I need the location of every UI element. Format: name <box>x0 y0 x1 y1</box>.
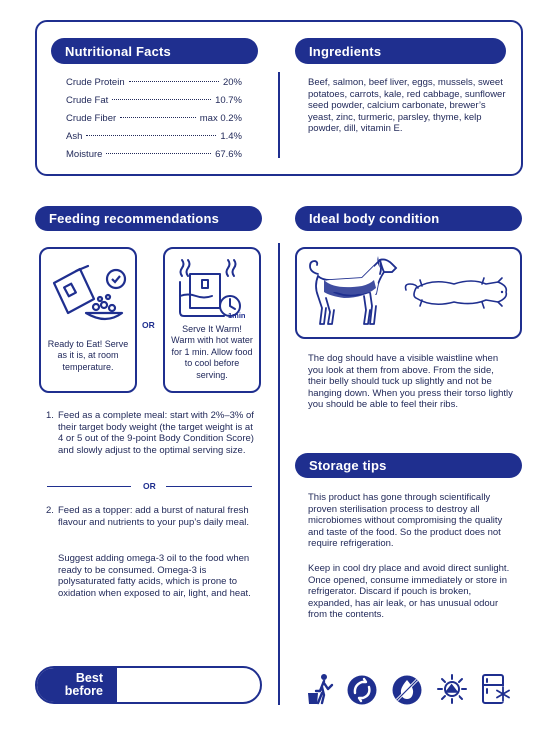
best-before-line-2: before <box>64 684 103 698</box>
tidyman-icon <box>306 673 336 705</box>
nutrition-value: 10.7% <box>215 95 242 106</box>
body-condition-title: Ideal body condition <box>309 211 440 226</box>
ingredients-heading <box>295 38 506 64</box>
storage-heading <box>295 453 522 478</box>
ready-to-eat-text: Ready to Eat! Serve as it is, at room temperature. <box>47 339 129 372</box>
timer-label: 1min <box>228 311 246 320</box>
nutrition-row <box>66 95 242 107</box>
body-condition-text: The dog should have a visible waistline when you look at them from above. From the side, their belly should tuck up slightly and not be hanging down. When you press their torso lightly you should be able to feel their ribs. <box>308 353 513 411</box>
pouch-bowl-icon <box>48 263 130 325</box>
dotted-leader <box>112 99 211 100</box>
storage-text-2: Keep in cool dry place and avoid direct sunlight. Once opened, consume immediately or store in refrigerator. Discard if pouch is broken, expanded, has air leak, or has unusual odour from the contents. <box>308 563 510 621</box>
best-before-line-1: Best <box>75 671 103 685</box>
serve-warm-text: Serve It Warm! Warm with hot water for 1 min. Allow food to cool before serving. <box>171 324 253 380</box>
nutrition-row <box>66 149 242 161</box>
or-divider-right <box>166 486 252 487</box>
step-2-number: 2. <box>46 505 54 516</box>
no-water-icon <box>391 674 423 706</box>
nutrition-label: Crude Fiber <box>66 113 117 124</box>
or-divider-left <box>47 486 131 487</box>
nutrition-row <box>66 113 242 125</box>
ingredients-title: Ingredients <box>309 43 382 59</box>
nutrition-value: 20% <box>222 77 242 88</box>
dotted-leader <box>129 81 219 82</box>
nutrition-label: Ash <box>66 131 83 142</box>
ingredients-text: Beef, salmon, beef liver, eggs, mussels, sweet potatoes, carrots, kale, red cabbage, sunflower seed powder, calcium carbonate, brewer’s yeast, zinc, turmeric, parsley, thyme, kelp powder, dill, vitamin E. <box>308 77 506 135</box>
no-sunlight-icon <box>436 673 468 705</box>
column-divider <box>278 243 280 705</box>
recycle-icon <box>346 674 378 706</box>
step-1-text: Feed as a complete meal: start with 2%–3% of their target body weight (the target weight is at 4 or 5 out of the 9-point Body Condition Score) and slowly adjust to the optimal serving size. <box>58 410 254 456</box>
nutritional-facts-title: Nutritional Facts <box>65 43 171 59</box>
nutrition-value: 67.6% <box>215 149 242 160</box>
step-1-number: 1. <box>46 410 54 421</box>
dog-top-view-icon <box>402 276 512 310</box>
nutrition-value: 1.4% <box>220 131 242 142</box>
step-2-text: Feed as a topper: add a burst of natural fresh flavour and nutrients to your pup’s daily meal. <box>58 505 249 528</box>
storage-text-1: This product has gone through scientifically proven sterilisation process to destroy all microbiomes without compromising the quality and taste of the food. So the product does not require refrigeration. <box>308 492 503 550</box>
nutrition-label: Crude Fat <box>66 95 109 106</box>
no-freeze-icon <box>480 673 512 705</box>
body-condition-heading <box>295 206 522 231</box>
dotted-leader <box>86 135 216 136</box>
feeding-heading <box>35 206 262 231</box>
dog-side-view-icon <box>304 252 400 332</box>
nutritional-facts-heading <box>51 38 258 64</box>
nutrition-value: max 0.2% <box>199 113 242 124</box>
storage-title: Storage tips <box>309 458 387 473</box>
best-before-label <box>37 668 117 702</box>
dotted-leader <box>106 153 211 154</box>
step-2-extra-text: Suggest adding omega-3 oil to the food when ready to be consumed. Omega-3 is polysaturated fatty acids, which is prone to oxidation when exposed to air, light, and heat. <box>58 553 251 599</box>
or-divider-label: OR <box>143 481 156 491</box>
nutrition-label: Moisture <box>66 149 103 160</box>
best-before-box <box>35 666 262 704</box>
top-panel-divider <box>278 72 280 158</box>
dotted-leader <box>120 117 196 118</box>
nutrition-row <box>66 131 242 143</box>
nutrition-label: Crude Protein <box>66 77 125 88</box>
feeding-title: Feeding recommendations <box>49 211 220 226</box>
nutrition-row <box>66 77 242 89</box>
or-small-label: OR <box>142 320 155 330</box>
